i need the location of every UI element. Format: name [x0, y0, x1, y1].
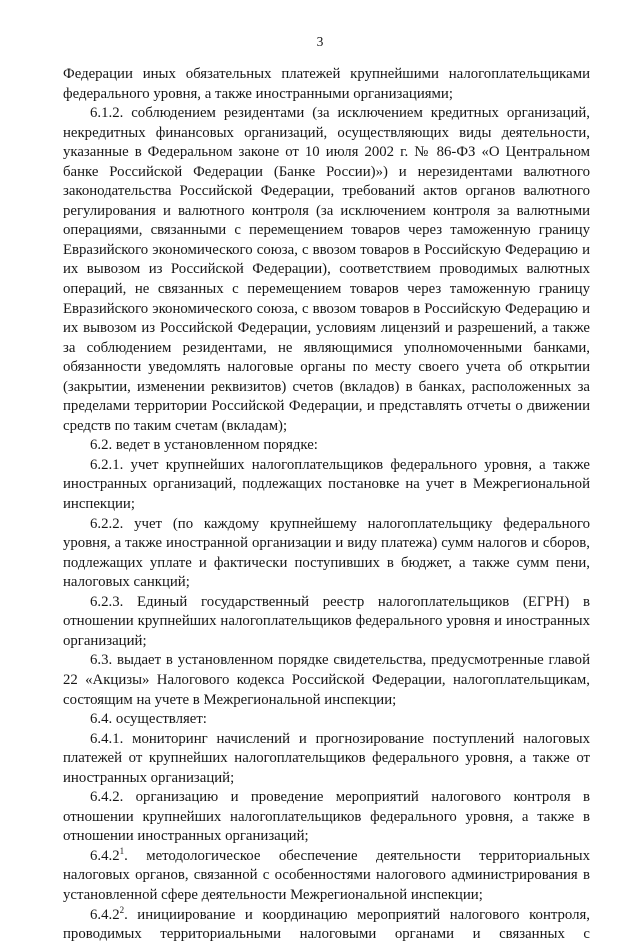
paragraph-6-2-3: 6.2.3. Единый государственный реестр налогоплательщиков (ЕГРН) в отношении крупнейших налогоплательщиков федерального уровня и иностранных организаций; — [63, 593, 590, 649]
paragraph-6-4-2-1 — [63, 847, 590, 906]
paragraph-6-3: 6.3. выдает в установленном порядке свидетельства, предусмотренные главой 22 «Акцизы» Налогового кодекса Российской Федерации, налогоплательщикам, состоящим на учете в Межрегиональной инспекции; — [63, 652, 590, 708]
clause-text: . методологическое обеспечение деятельности территориальных налоговых органов, связанной с особенностями налогового администрирования в установленной сфере деятельности Межрегиональной инспекции; — [63, 847, 590, 903]
paragraph-continuation: Федерации иных обязательных платежей крупнейшими налогоплательщиками федерального уровня, а также иностранными организациями; — [63, 66, 590, 102]
clause-text: . инициирование и координацию мероприятий налогового контроля, проводимых территориальными налоговыми органами и связанных с — [63, 906, 590, 943]
clause-superscript: 2 — [119, 904, 125, 915]
clause-label: 6.4.2 — [90, 847, 120, 864]
paragraph-6-4-2-2 — [63, 906, 590, 945]
paragraph-6-2: 6.2. ведет в установленном порядке: — [90, 437, 318, 454]
page-number: 3 — [316, 34, 324, 49]
paragraph-6-4-2: 6.4.2. организацию и проведение мероприятий налогового контроля в отношении крупнейших налогоплательщиков федерального уровня, а также в отношении иностранных организаций; — [63, 789, 590, 845]
paragraph-6-4: 6.4. осуществляет: — [90, 711, 207, 728]
clause-superscript: 1 — [119, 845, 125, 856]
paragraph-6-2-1: 6.2.1. учет крупнейших налогоплательщиков федерального уровня, а также иностранных организаций, подлежащих постановке на учет в Межрегиональной инспекции; — [63, 456, 590, 513]
document-body — [63, 65, 590, 945]
paragraph-6-1-2: 6.1.2. соблюдением резидентами (за исключением кредитных организаций, некредитных финансовых организаций, осуществляющих виды деятельности, указанные в Федеральном законе от 10 июля 2002 г. № 86-ФЗ «О Центральном банке Российской Федерации (Банке России)») и нерезидентами валютного законодательства Российской Федерации, требований актов органов валютного регулирования и валютного контроля (за исключением контроля за валютными операциями, связанными с перемещением товаров через таможенную границу Евразийского экономического союза, с ввозом товаров в Российскую Федерацию и их вывозом из Российской Федерации), соответствием проводимых валютных операций, не связанных с перемещением товаров через таможенную границу Евразийского экономического союза, с ввозом товаров в Российскую Федерацию и их вывозом из Российской Федерации, условиям лицензий и разрешений, а также за соблюдением резидентами, не являющимися уполномоченными банками, обязанности уведомлять налоговые органы по месту своего учета об открытии (закрытии, изменении реквизитов) счетов (вкладов) в банках, расположенных за пределами территории Российской Федерации, и представлять отчеты о движении средств по таким счетам (вкладам); — [63, 105, 590, 434]
paragraph-6-4-1: 6.4.1. мониторинг начислений и прогнозирование поступлений налоговых платежей от крупнейших налогоплательщиков федерального уровня, а также от иностранных организаций; — [63, 730, 590, 786]
paragraph-6-2-2: 6.2.2. учет (по каждому крупнейшему налогоплательщику федерального уровня, а также иностранной организации и виду платежа) сумм налогов и сборов, подлежащих уплате и фактически поступивших в бюджет, а также сумм пени, налоговых санкций; — [63, 515, 590, 591]
clause-label: 6.4.2 — [90, 906, 120, 923]
